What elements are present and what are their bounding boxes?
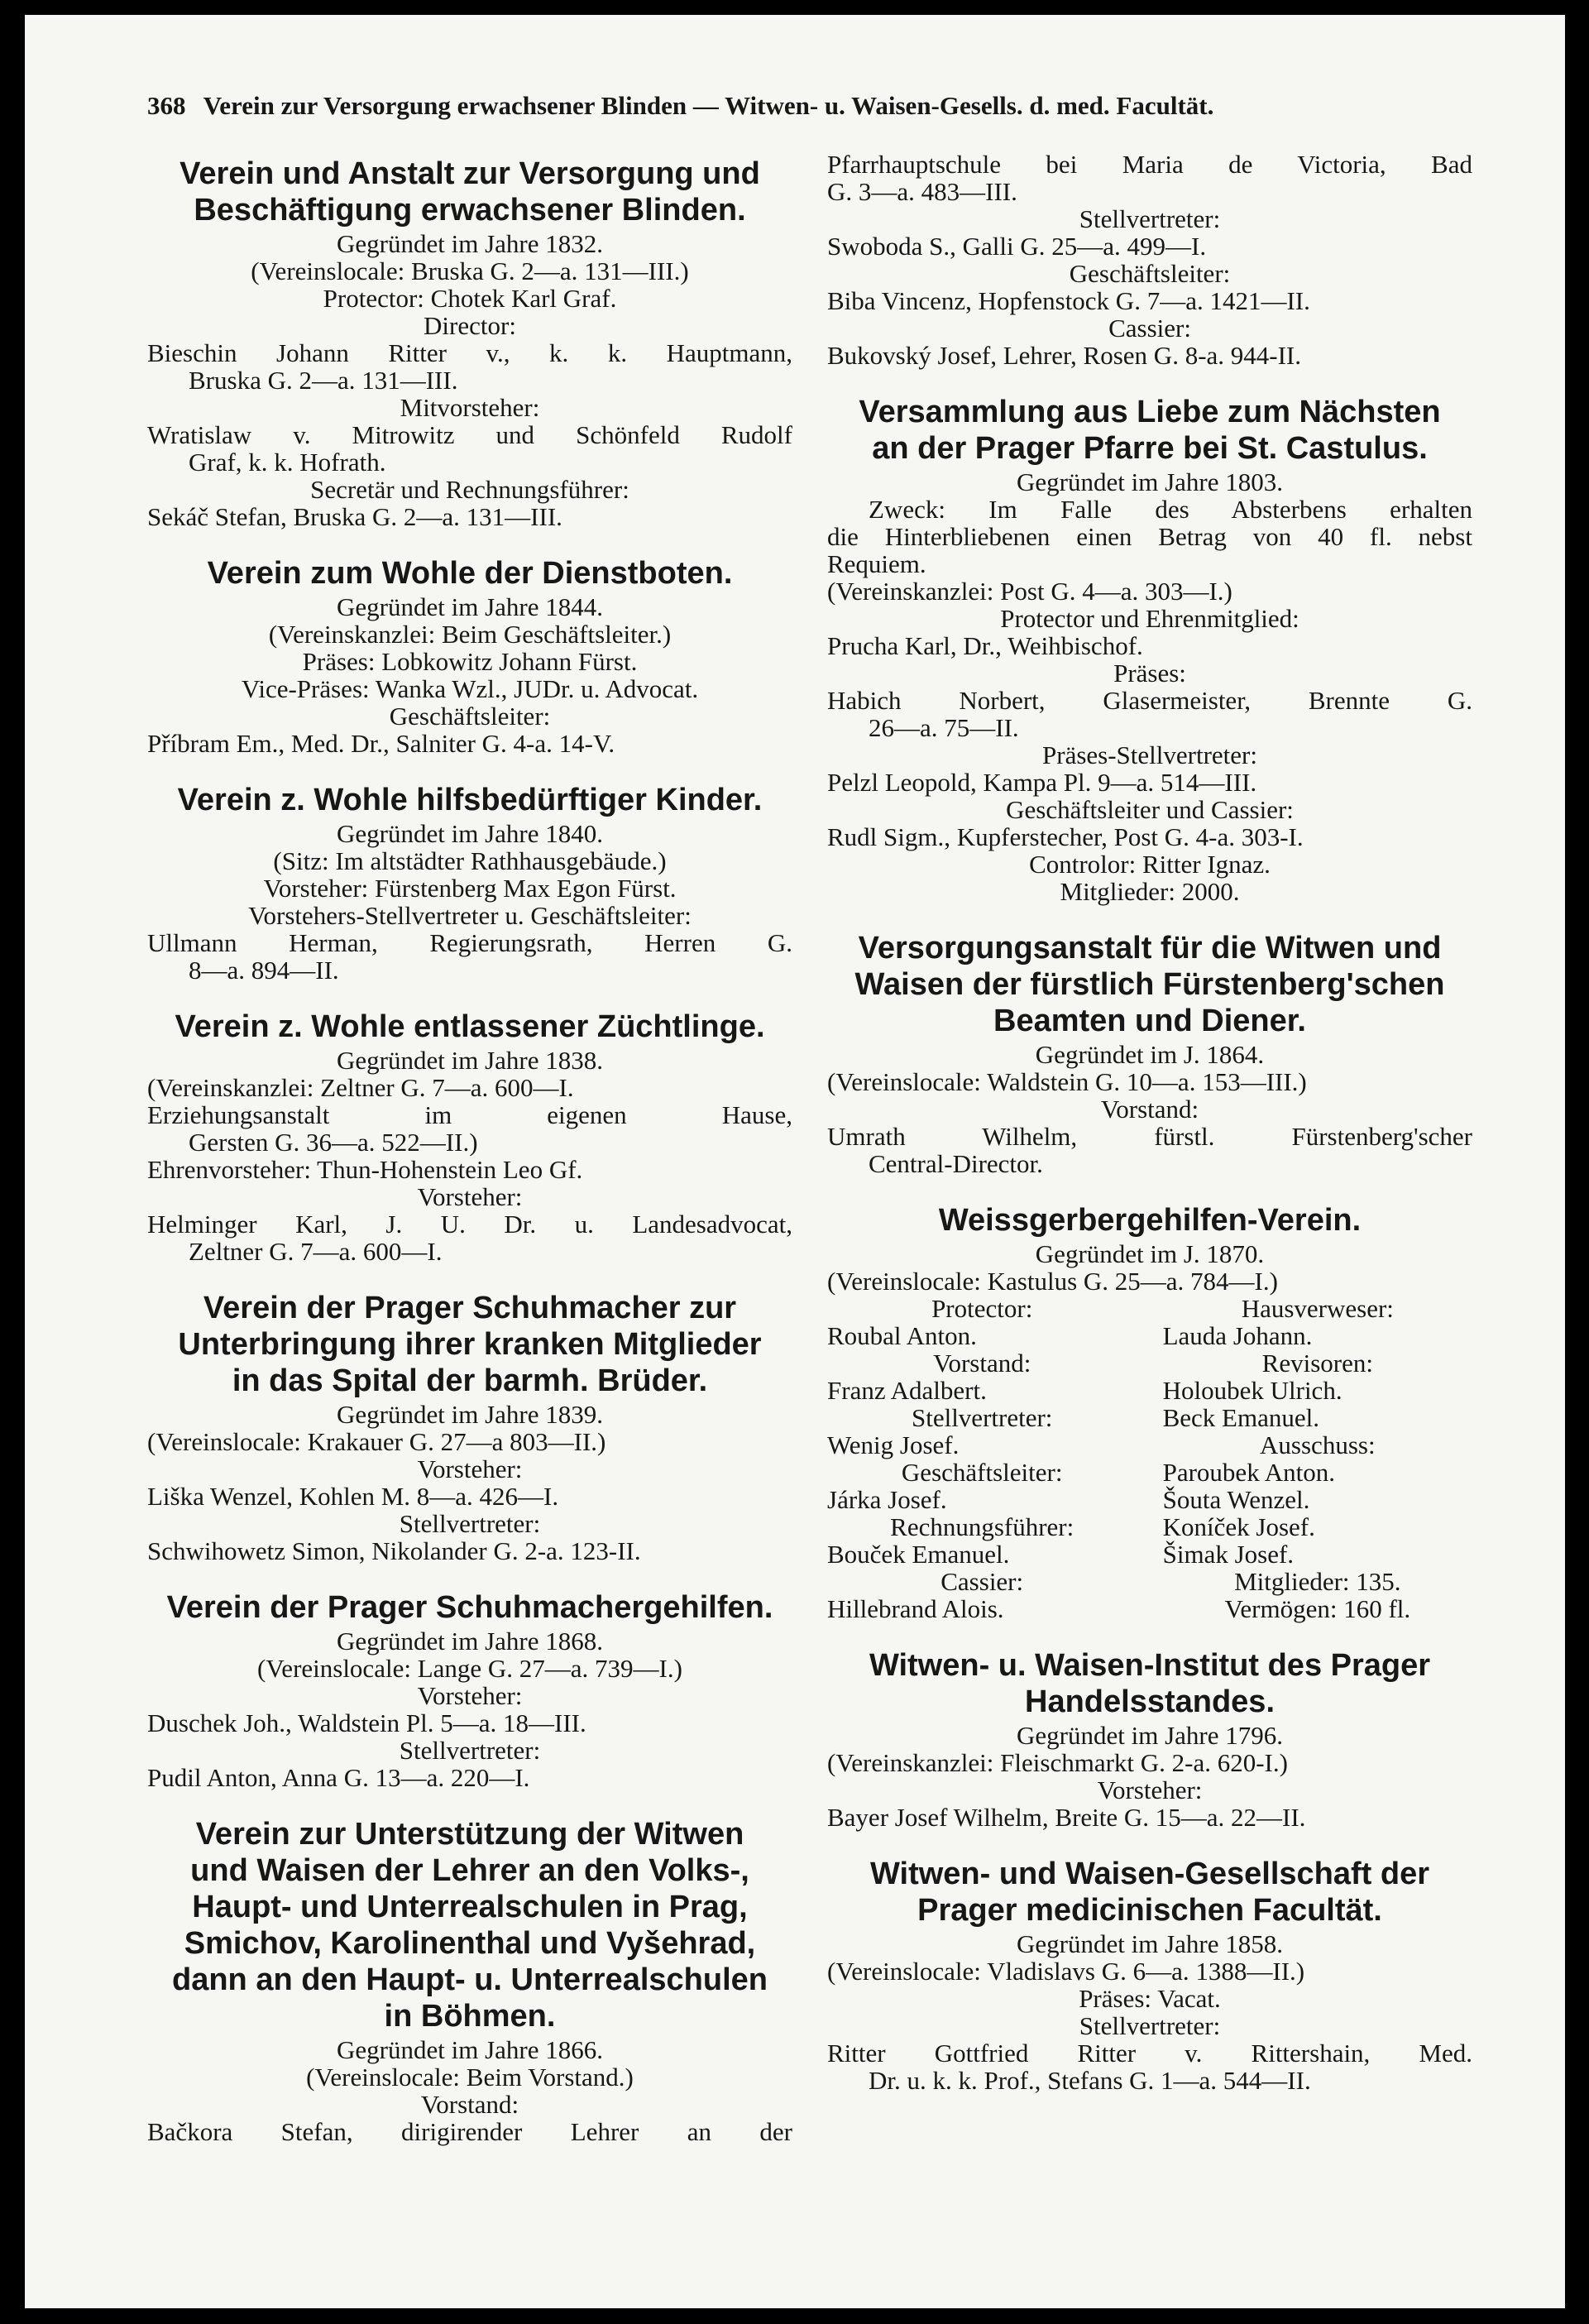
role-label: Vorstand: <box>933 1349 1031 1378</box>
role-label: Secretär und Rechnungsführer: <box>310 475 629 504</box>
person-line: Prucha Karl, Dr., Weihbischof. <box>827 631 1143 660</box>
members-line: Mitglieder: 2000. <box>1060 877 1240 906</box>
page-number: 368 <box>147 91 186 120</box>
role-label: Vorsteher: <box>417 1182 523 1211</box>
founded-line: Gegründet im Jahre 1796. <box>1017 1721 1283 1750</box>
entry-title: Versammlung aus Liebe zum Nächsten an der Prager Pfarre bei St. Castulus. <box>859 395 1441 466</box>
address-line: Zeltner G. 7—a. 600—I. <box>189 1237 443 1266</box>
locale-line: (Vereinskanzlei: Fleischmarkt G. 2-a. 620-I.) <box>827 1748 1288 1777</box>
founded-line: Gegründet im Jahre 1868. <box>337 1627 603 1656</box>
person-line: Hillebrand Alois. <box>827 1594 1004 1623</box>
address-line: Central-Director. <box>869 1149 1043 1178</box>
purpose-line: Requiem. <box>827 549 926 578</box>
person-line: Bukovský Josef, Lehrer, Rosen G. 8-a. 944-II. <box>827 341 1302 370</box>
address-line: Pfarrhauptschule bei Maria de Victoria, Bad <box>827 150 1472 179</box>
role-line: Controlor: Ritter Ignaz. <box>1029 850 1271 879</box>
role-label: Geschäftsleiter: <box>901 1458 1063 1487</box>
founded-line: Gegründet im Jahre 1866. <box>337 2035 603 2064</box>
role-label: Vorstand: <box>420 2090 519 2119</box>
officers-right <box>1163 1295 1472 1622</box>
person-line: Ritter Gottfried Ritter v. Rittershain, Med. <box>827 2039 1472 2068</box>
protector-line: Protector: Chotek Karl Graf. <box>323 284 617 313</box>
person-line: Umrath Wilhelm, fürstl. Fürstenberg'scher <box>827 1122 1472 1151</box>
role-line: Vice-Präses: Wanka Wzl., JUDr. u. Advocat. <box>241 674 699 703</box>
address-line: G. 3—a. 483—III. <box>827 177 1017 206</box>
entry-continuation <box>827 151 1472 369</box>
left-column <box>147 156 792 2170</box>
person-line: Koníček Josef. <box>1162 1512 1315 1541</box>
founded-line: Gegründet im Jahre 1844. <box>337 592 603 621</box>
role-line: Vorsteher: Fürstenberg Max Egon Fürst. <box>263 874 677 903</box>
address-line: 26—a. 75—II. <box>869 713 1019 742</box>
role-label: Vorsteher: <box>417 1454 523 1483</box>
role-label: Mitvorsteher: <box>400 393 540 422</box>
role-label: Director: <box>424 311 516 340</box>
address-line: 8—a. 894—II. <box>189 956 339 985</box>
role-label: Präses: <box>1113 659 1186 688</box>
role-label: Präses-Stellvertreter: <box>1042 740 1257 769</box>
entry-kinder <box>147 782 792 984</box>
entry-title: Verein z. Wohle entlassener Züchtlinge. <box>175 1009 765 1044</box>
role-line: Ehrenvorsteher: Thun-Hohenstein Leo Gf. <box>147 1155 583 1184</box>
person-line: Biba Vincenz, Hopfenstock G. 7—a. 1421—II. <box>827 286 1310 315</box>
role-label: Ausschuss: <box>1260 1430 1376 1459</box>
right-column <box>827 150 1472 2119</box>
locale-line: (Vereinslocale: Lange G. 27—a. 739—I.) <box>257 1654 682 1683</box>
entry-title: Versorgungsanstalt für die Witwen und Waisen der fürstlich Fürstenberg'schen Beamten und Diener. <box>854 931 1445 1038</box>
locale-line: (Vereinskanzlei: Post G. 4—a. 303—I.) <box>827 577 1232 606</box>
entry-title: Verein z. Wohle hilfsbedürftiger Kinder. <box>177 783 763 817</box>
person-line: Swoboda S., Galli G. 25—a. 499—I. <box>827 232 1207 261</box>
person-line: Bayer Josef Wilhelm, Breite G. 15—a. 22—II. <box>827 1803 1306 1832</box>
entry-title: Witwen- und Waisen-Gesellschaft der Prager medicinischen Facultät. <box>869 1857 1430 1928</box>
person-line: Schwihowetz Simon, Nikolander G. 2-a. 123-II. <box>147 1536 641 1565</box>
person-line: Holoubek Ulrich. <box>1162 1376 1343 1405</box>
role-label: Rechnungsführer: <box>890 1512 1074 1541</box>
person-line: Sekáč Stefan, Bruska G. 2—a. 131—III. <box>147 502 562 531</box>
locale-line: (Vereinslocale: Waldstein G. 10—a. 153—III.) <box>827 1067 1307 1096</box>
founded-line: Gegründet im Jahre 1858. <box>1017 1929 1283 1958</box>
entry-title: Verein der Prager Schuhmachergehilfen. <box>166 1590 773 1625</box>
locale-line: (Vereinslocale: Krakauer G. 27—a 803—II.) <box>147 1427 606 1456</box>
person-line: Franz Adalbert. <box>827 1376 987 1405</box>
founded-line: Gegründet im J. 1870. <box>1035 1239 1265 1268</box>
person-line: Beck Emanuel. <box>1162 1403 1319 1432</box>
founded-line: Gegründet im Jahre 1832. <box>337 229 603 258</box>
purpose-line: die Hinterbliebenen einen Betrag von 40 fl. nebst <box>827 522 1472 551</box>
person-line: Wenig Josef. <box>827 1430 960 1459</box>
entry-zuechtlinge <box>147 1009 792 1265</box>
person-line: Bačkora Stefan, dirigirender Lehrer an der <box>147 2117 792 2146</box>
address-line: Graf, k. k. Hofrath. <box>189 448 386 477</box>
role-label: Protector und Ehrenmitglied: <box>1000 604 1299 633</box>
role-label: Vorstehers-Stellvertreter u. Geschäftsleiter: <box>248 901 692 930</box>
role-label: Cassier: <box>940 1567 1024 1596</box>
person-line: Pudil Anton, Anna G. 13—a. 220—I. <box>147 1763 530 1792</box>
role-label: Vorsteher: <box>1097 1775 1203 1804</box>
role-label: Vorstand: <box>1100 1095 1199 1124</box>
locale-line: (Vereinslocale: Vladislavs G. 6—a. 1388—II.) <box>827 1957 1305 1986</box>
entry-title: Witwen- u. Waisen-Institut des Prager Handelsstandes. <box>869 1648 1431 1719</box>
entry-schuhmachergehilfen <box>147 1589 792 1791</box>
entry-title: Verein und Anstalt zur Versorgung und Beschäftigung erwachsener Blinden. <box>179 156 760 228</box>
person-line: Lauda Johann. <box>1162 1321 1313 1350</box>
role-label: Protector: <box>931 1294 1033 1323</box>
officers-left <box>827 1295 1137 1622</box>
entry-schuhmacher <box>147 1290 792 1565</box>
address-line: Bruska G. 2—a. 131—III. <box>189 366 458 395</box>
entry-handelsstand <box>827 1647 1472 1831</box>
entry-weissgerber <box>827 1202 1472 1622</box>
role-label: Geschäftsleiter: <box>389 702 551 731</box>
founded-line: Gegründet im Jahre 1839. <box>337 1400 603 1429</box>
person-line: Paroubek Anton. <box>1162 1458 1335 1487</box>
role-label: Stellvertreter: <box>1079 2011 1221 2040</box>
role-label: Stellvertreter: <box>399 1736 541 1765</box>
person-line: Duschek Joh., Waldstein Pl. 5—a. 18—III. <box>147 1708 586 1737</box>
entry-blinden-verein <box>147 156 792 530</box>
role-label: Geschäftsleiter: <box>1069 259 1231 288</box>
entry-title: Verein zur Unterstützung der Witwen und Waisen der Lehrer an den Volks-, Haupt- und Unterrealschulen in Prag, Smichov, Karolinenthal und Vyšehrad, dann an den Haupt- u. Unterrealschulen in Böhmen. <box>172 1817 768 2034</box>
members-line: Mitglieder: 135. <box>1234 1567 1401 1596</box>
role-label: Hausverweser: <box>1241 1294 1394 1323</box>
role-label: Stellvertreter: <box>399 1509 541 1538</box>
person-line: Liška Wenzel, Kohlen M. 8—a. 426—I. <box>147 1482 559 1511</box>
assets-line: Vermögen: 160 fl. <box>1224 1594 1411 1623</box>
entry-title: Verein zum Wohle der Dienstboten. <box>207 556 733 591</box>
role-label: Cassier: <box>1108 314 1191 343</box>
role-label: Stellvertreter: <box>911 1403 1053 1432</box>
locale-line: (Vereinskanzlei: Zeltner G. 7—a. 600—I. <box>147 1073 574 1102</box>
entry-title: Verein der Prager Schuhmacher zur Unterbringung ihrer kranken Mitglieder in das Spital der barmh. Brüder. <box>178 1291 762 1398</box>
founded-line: Gegründet im Jahre 1803. <box>1017 467 1283 496</box>
locale-line: (Sitz: Im altstädter Rathhausgebäude.) <box>273 846 667 875</box>
purpose-line: Zweck: Im Falle des Absterbens erhalten <box>869 495 1472 524</box>
person-line: Habich Norbert, Glasermeister, Brennte G. <box>827 686 1472 715</box>
founded-line: Gegründet im J. 1864. <box>1035 1040 1265 1069</box>
founded-line: Gegründet im Jahre 1838. <box>337 1046 603 1075</box>
person-line: Bieschin Johann Ritter v., k. k. Hauptmann, <box>147 338 792 367</box>
person-line: Rudl Sigm., Kupferstecher, Post G. 4-a. 303-I. <box>827 822 1304 851</box>
person-line: Roubal Anton. <box>827 1321 977 1350</box>
locale-line: (Vereinslocale: Kastulus G. 25—a. 784—I.) <box>827 1267 1278 1296</box>
role-label: Stellvertreter: <box>1079 204 1221 233</box>
role-label: Revisoren: <box>1261 1349 1373 1378</box>
person-line: Helminger Karl, J. U. Dr. u. Landesadvocat, <box>147 1210 792 1239</box>
locale-line: (Vereinslocale: Bruska G. 2—a. 131—III.) <box>251 256 689 285</box>
entry-med-facultaet <box>827 1856 1472 2094</box>
role-line: Präses: Vacat. <box>1079 1984 1221 2013</box>
running-head <box>147 91 1496 121</box>
address-line: Dr. u. k. k. Prof., Stefans G. 1—a. 544—II. <box>869 2066 1311 2095</box>
entry-lehrer-witwen <box>147 1816 792 2145</box>
running-head-text: Verein zur Versorgung erwachsener Blinden — Witwen- u. Waisen-Gesells. d. med. Facultät. <box>203 91 1214 120</box>
person-line: Pelzl Leopold, Kampa Pl. 9—a. 514—III. <box>827 768 1257 797</box>
role-line: Präses: Lobkowitz Johann Fürst. <box>302 647 638 676</box>
entry-dienstboten <box>147 555 792 757</box>
person-line: Wratislaw v. Mitrowitz und Schönfeld Rudolf <box>147 420 792 449</box>
entry-title: Weissgerbergehilfen-Verein. <box>938 1203 1362 1238</box>
address-line: Gersten G. 36—a. 522—II.) <box>189 1128 478 1157</box>
person-line: Bouček Emanuel. <box>827 1540 1010 1569</box>
person-line: Příbram Em., Med. Dr., Salniter G. 4-a. 14-V. <box>147 729 615 758</box>
entry-castulus <box>827 394 1472 905</box>
role-label: Vorsteher: <box>417 1681 523 1710</box>
person-line: Járka Josef. <box>827 1485 947 1514</box>
person-line: Ullmann Herman, Regierungsrath, Herren G. <box>147 928 792 957</box>
person-line: Šimak Josef. <box>1162 1540 1295 1569</box>
officers-table <box>827 1295 1472 1622</box>
person-line: Šouta Wenzel. <box>1162 1485 1310 1514</box>
locale-line: (Vereinslocale: Beim Vorstand.) <box>306 2063 634 2092</box>
locale-line: (Vereinskanzlei: Beim Geschäftsleiter.) <box>268 620 672 649</box>
locale-line: Erziehungsanstalt im eigenen Hause, <box>147 1100 792 1129</box>
entry-fuerstenberg <box>827 930 1472 1177</box>
role-label: Geschäftsleiter und Cassier: <box>1006 795 1294 824</box>
founded-line: Gegründet im Jahre 1840. <box>337 819 603 848</box>
